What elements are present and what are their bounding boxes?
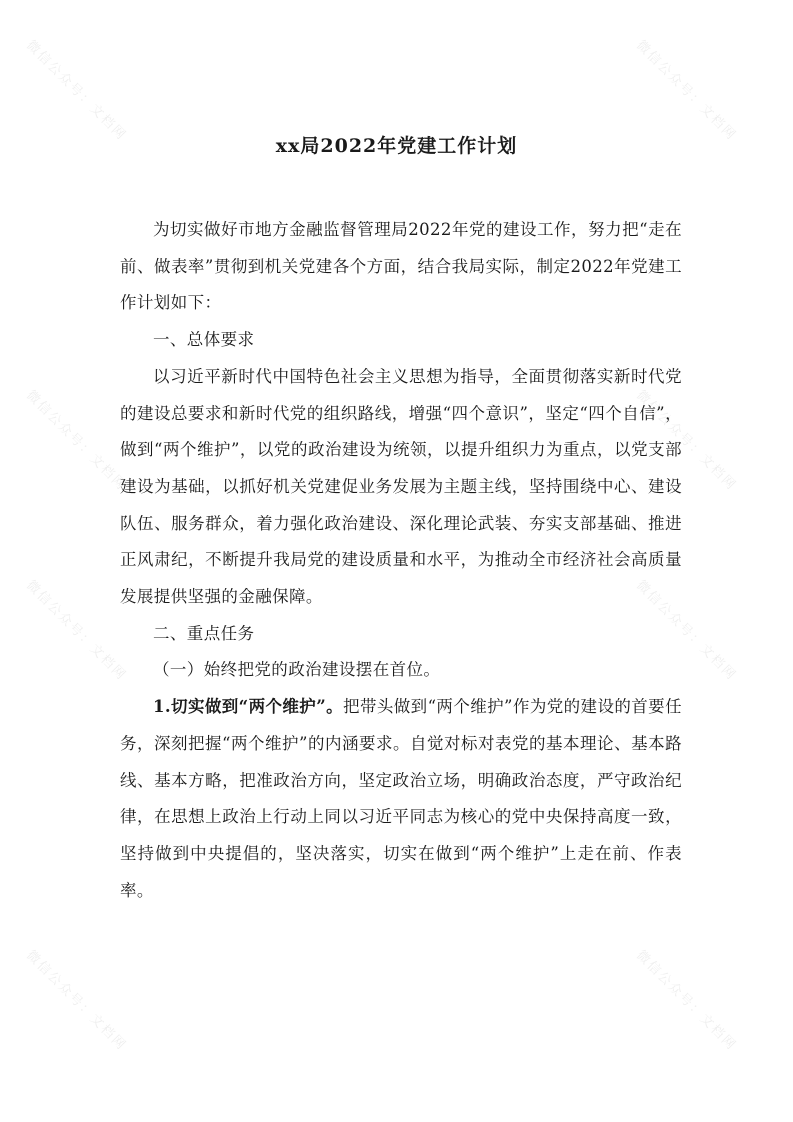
watermark-text: 微信公众号：文档网 [633,387,740,494]
task-paragraph-two-safeguards [120,689,682,909]
watermark-text: 微信公众号：文档网 [23,387,130,494]
watermark-text: 微信公众号：文档网 [23,577,130,684]
watermark-text: 微信公众号：文档网 [23,37,130,144]
section-heading-key-tasks: 二、重点任务 [153,623,255,643]
document-title: xx局2022年党建工作计划 [275,135,518,157]
watermark-text: 微信公众号：文档网 [23,947,130,1054]
watermark-text: 微信公众号：文档网 [633,37,740,144]
document-body [120,212,682,909]
task-lead-text: 1.切实做到“两个维护”。 [153,697,344,717]
watermark-text: 微信公众号：文档网 [633,947,740,1054]
subsection-heading-political-building: （一）始终把党的政治建设摆在首位。 [153,660,441,680]
intro-paragraph: 为切实做好市地方金融监督管理局2022年党的建设工作，努力把“走在前、做表率”贯彻到机关党建各个方面，结合我局实际，制定2022年党建工作计划如下： [120,220,682,313]
watermark-text: 微信公众号：文档网 [633,577,740,684]
general-requirements-paragraph: 以习近平新时代中国特色社会主义思想为指导，全面贯彻落实新时代党的建设总要求和新时代党的组织路线，增强“四个意识”，坚定“四个自信”，做到“两个维护”，以党的政治建设为统领，以提升组织力为重点，以党支部建设为基础，以抓好机关党建促业务发展为主题主线，坚持围绕中心、建设队伍、服务群众，着力强化政治建设、深化理论武装、夯实支部基础、推进正风肃纪，不断提升我局党的建设质量和水平，为推动全市经济社会高质量发展提供坚强的金融保障。 [120,366,682,607]
section-heading-general-requirements: 一、总体要求 [153,330,255,350]
task-body-text: 把带头做到“两个维护”作为党的建设的首要任务，深刻把握“两个维护”的内涵要求。自觉对标对表党的基本理论、基本路线、基本方略，把准政治方向，坚定政治立场，明确政治态度，严守政治纪律，在思想上政治上行动上同以习近平同志为核心的党中央保持高度一致，坚持做到中央提倡的，坚决落实，切实在做到“两个维护”上走在前、作表率。 [120,697,682,900]
